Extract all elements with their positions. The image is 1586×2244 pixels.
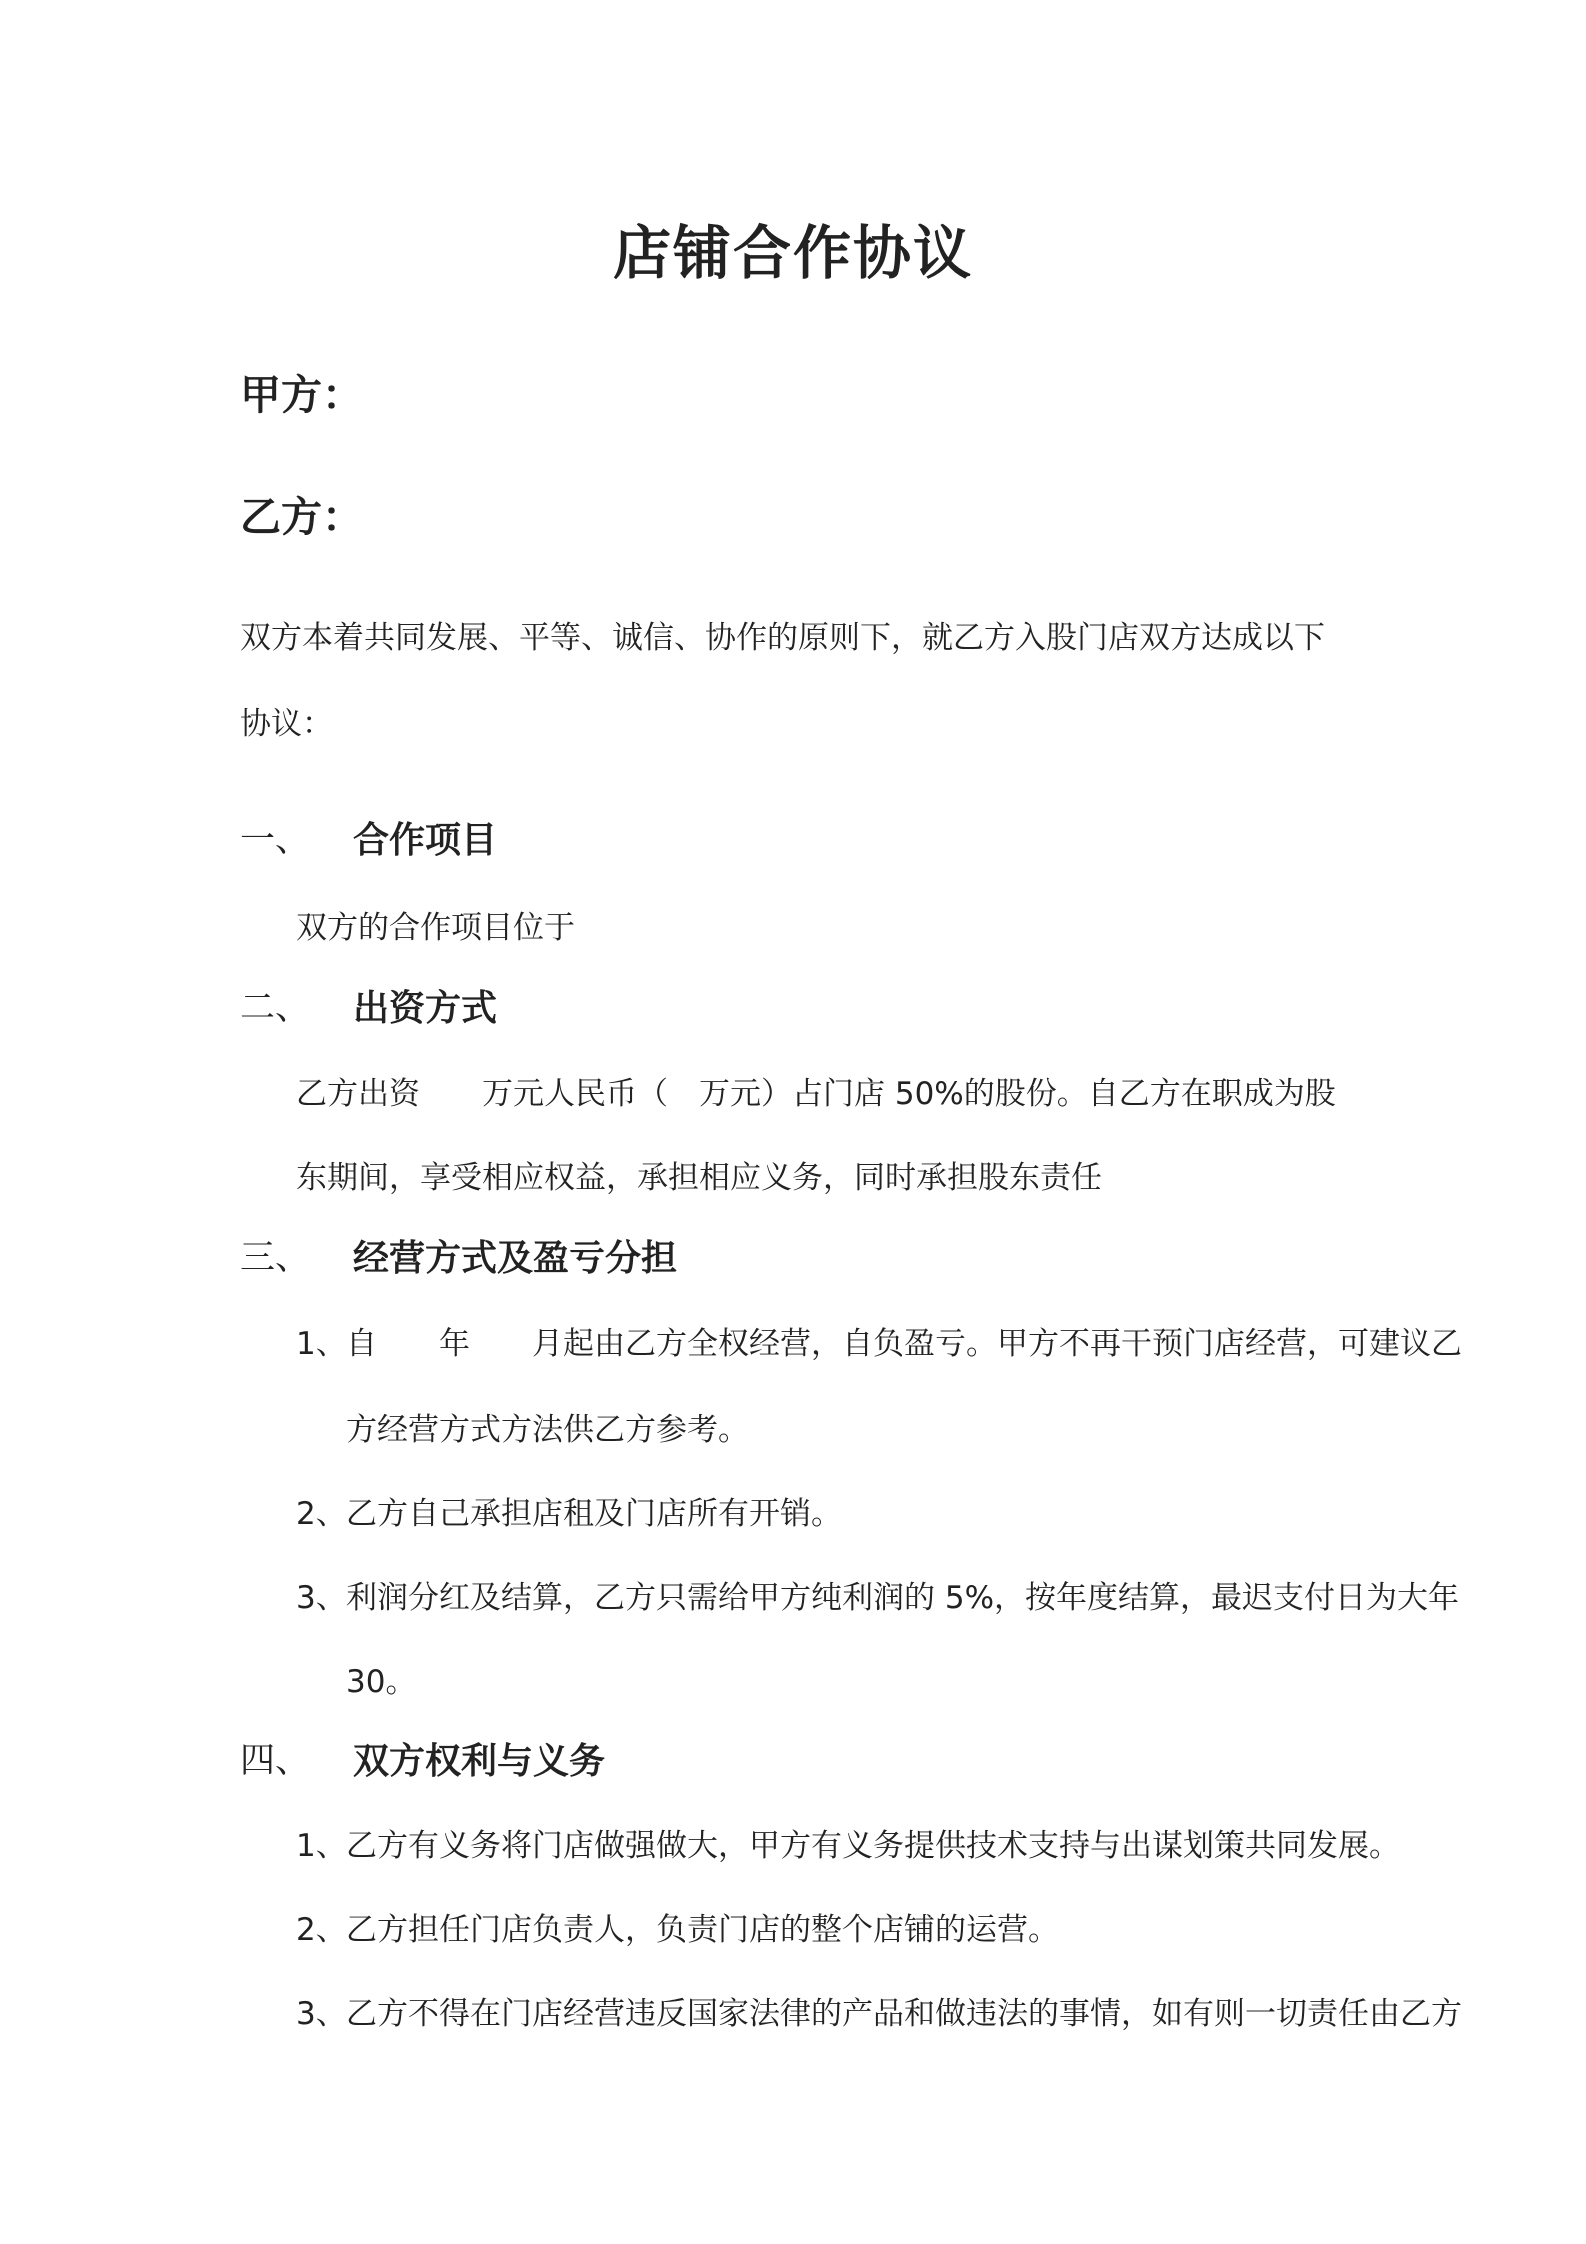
section-4-item-2-number: 2、 [296, 1912, 347, 1948]
section-2-title: 出资方式 [353, 988, 498, 1029]
section-1-line-1: 双方的合作项目位于 [296, 910, 575, 946]
intro-line-2: 协议： [240, 706, 333, 742]
section-3-item-2-line-1: 乙方自己承担店租及门店所有开销。 [346, 1496, 842, 1532]
section-3-item-2-number: 2、 [296, 1496, 347, 1532]
section-3-title: 经营方式及盈亏分担 [353, 1238, 678, 1279]
section-3-number: 三、 [240, 1238, 311, 1278]
section-4-number: 四、 [240, 1741, 311, 1781]
section-3-item-1-line-1: 自 年 月起由乙方全权经营，自负盈亏。甲方不再干预门店经营，可建议乙 [346, 1326, 1462, 1362]
section-4-title: 双方权利与义务 [353, 1741, 606, 1782]
section-4-item-1-number: 1、 [296, 1828, 347, 1864]
section-3-item-3-line-2: 30。 [346, 1664, 417, 1700]
section-3-item-3-number: 3、 [296, 1580, 347, 1616]
section-4-item-1-line-1: 乙方有义务将门店做强做大，甲方有义务提供技术支持与出谋划策共同发展。 [346, 1828, 1400, 1864]
section-2-line-2: 东期间，享受相应权益，承担相应义务，同时承担股东责任 [296, 1160, 1102, 1196]
section-2-number: 二、 [240, 988, 311, 1028]
section-4-item-3-number: 3、 [296, 1996, 347, 2032]
section-4-item-3-line-1: 乙方不得在门店经营违反国家法律的产品和做违法的事情，如有则一切责任由乙方 [346, 1996, 1462, 2032]
party-b-label: 乙方： [240, 493, 363, 541]
section-3-item-1-line-2: 方经营方式方法供乙方参考。 [346, 1412, 749, 1448]
section-4-item-2-line-1: 乙方担任门店负责人，负责门店的整个店铺的运营。 [346, 1912, 1059, 1948]
section-2-line-1: 乙方出资 万元人民币（ 万元）占门店 50%的股份。自乙方在职成为股 [296, 1076, 1336, 1112]
section-3-item-3-line-1: 利润分红及结算，乙方只需给甲方纯利润的 5%，按年度结算，最迟支付日为大年 [346, 1580, 1460, 1616]
section-1-title: 合作项目 [353, 820, 498, 861]
document-title: 店铺合作协议 [612, 219, 973, 287]
section-3-item-1-number: 1、 [296, 1326, 347, 1362]
intro-line-1: 双方本着共同发展、平等、诚信、协作的原则下，就乙方入股门店双方达成以下 [240, 620, 1325, 656]
party-a-label: 甲方： [240, 371, 363, 419]
section-1-number: 一、 [240, 820, 311, 860]
